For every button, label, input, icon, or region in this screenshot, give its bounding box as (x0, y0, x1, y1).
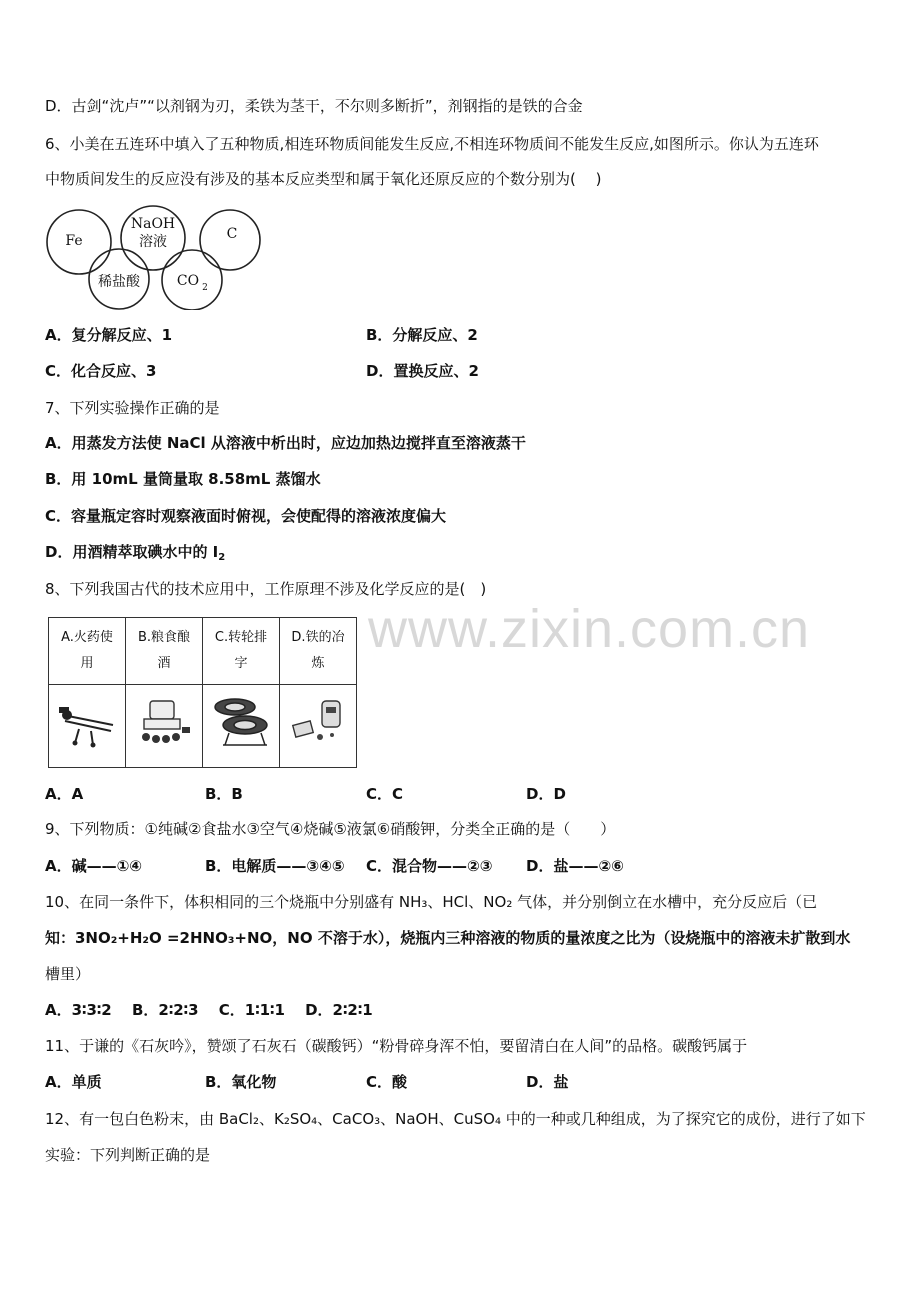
q6-stem-line1: 6、小美在五连环中填入了五种物质,相连环物质间能发生反应,不相连环物质间不能发生反应,如图所示。你认为五连环 (45, 135, 819, 153)
ring-label-c: C (226, 226, 238, 242)
q7-option-d (45, 542, 225, 562)
q7-option-a: A．用蒸发方法使 NaCl 从溶液中析出时，应边加热边搅拌直至溶液蒸干 (45, 434, 526, 452)
q9-stem: 9、下列物质：①纯碱②食盐水③空气④烧碱⑤液氯⑥硝酸钾，分类全正确的是（ ） (45, 820, 616, 838)
q11-option-d: D．盐 (526, 1073, 569, 1091)
brewing-icon (132, 693, 196, 749)
q5-option-d: D．古剑“沈卢”“以剂钢为刃，柔铁为茎干，不尔则多断折”，剂钢指的是铁的合金 (45, 97, 583, 115)
q10-options: A．3∶3∶2 B．2∶2∶3 C．1∶1∶1 D．2∶2∶1 (45, 1001, 373, 1019)
q8-option-d: D．D (526, 785, 566, 803)
q11-option-b: B．氧化物 (205, 1073, 277, 1091)
ring-label-co2: CO (176, 273, 200, 289)
q6-option-c: C．化合反应、3 (45, 362, 157, 380)
q8-stem: 8、下列我国古代的技术应用中，工作原理不涉及化学反应的是( ) (45, 580, 487, 598)
q12-stem-line2: 实验：下列判断正确的是 (45, 1146, 211, 1164)
gunpowder-icon (55, 693, 119, 749)
iron-smelting-icon (286, 693, 350, 749)
q8-option-b: B．B (205, 785, 243, 803)
q7-option-b: B．用 10mL 量筒量取 8.58mL 蒸馏水 (45, 470, 321, 488)
movable-type-image (203, 685, 280, 768)
q8-option-c: C．C (366, 785, 404, 803)
q9-option-c: C．混合物——②③ (366, 857, 493, 875)
q7-stem: 7、下列实验操作正确的是 (45, 399, 220, 417)
q7-option-c: C．容量瓶定容时观察液面时俯视，会使配得的溶液浓度偏大 (45, 507, 447, 525)
gunpowder-image (49, 685, 126, 768)
ring-label-naoh-2: 溶液 (139, 234, 167, 250)
ring-label-naoh-1: NaOH (130, 216, 176, 232)
q7-option-d-sub: 2 (218, 552, 226, 563)
q11-stem: 11、于谦的《石灰吟》，赞颂了石灰石（碳酸钙）“粉骨碎身浑不怕，要留清白在人间”的品格。碳酸钙属于 (45, 1037, 748, 1055)
q7-option-d-text: D．用酒精萃取碘水中的 I (45, 543, 219, 561)
watermark: www.zixin.com.cn (368, 599, 811, 659)
q12-stem-line1: 12、有一包白色粉末，由 BaCl₂、K₂SO₄、CaCO₃、NaOH、CuSO₄ 中的一种或几种组成，为了探究它的成份，进行了如下 (45, 1110, 866, 1128)
rings-svg (40, 198, 270, 310)
q8-cell-d: D.铁的冶 炼 (280, 618, 357, 685)
q9-option-b: B．电解质——③④⑤ (205, 857, 345, 875)
movable-type-icon (209, 693, 273, 749)
ring-label-co2-sub: 2 (202, 283, 208, 293)
five-rings-diagram (40, 198, 270, 310)
q6-option-b: B．分解反应、2 (366, 326, 478, 344)
q8-table (48, 617, 357, 768)
q10-stem-line1: 10、在同一条件下，体积相同的三个烧瓶中分别盛有 NH₃、HCl、NO₂ 气体，并分别倒立在水槽中，充分反应后（已 (45, 893, 818, 911)
ring-label-fe: Fe (65, 233, 83, 249)
q9-option-d: D．盐——②⑥ (526, 857, 624, 875)
q11-option-c: C．酸 (366, 1073, 408, 1091)
q8-cell-b: B.粮食酿 酒 (126, 618, 203, 685)
brewing-image (126, 685, 203, 768)
q10-stem-line2: 知：3NO₂+H₂O =2HNO₃+NO，NO 不溶于水），烧瓶内三种溶液的物质的量浓度之比为（设烧瓶中的溶液未扩散到水 (45, 929, 851, 947)
q9-option-a: A．碱——①④ (45, 857, 143, 875)
q8-option-a: A．A (45, 785, 84, 803)
ring-label-hcl: 稀盐酸 (98, 274, 140, 290)
q11-option-a: A．单质 (45, 1073, 102, 1091)
q8-cell-c: C.转轮排 字 (203, 618, 280, 685)
q6-option-a: A．复分解反应、1 (45, 326, 173, 344)
q6-option-d: D．置换反应、2 (366, 362, 479, 380)
iron-smelting-image (280, 685, 357, 768)
q6-stem-line2: 中物质间发生的反应没有涉及的基本反应类型和属于氧化还原反应的个数分别为( ) (45, 170, 602, 188)
q10-stem-line3: 槽里） (45, 965, 91, 983)
q8-cell-a: A.火药使 用 (49, 618, 126, 685)
